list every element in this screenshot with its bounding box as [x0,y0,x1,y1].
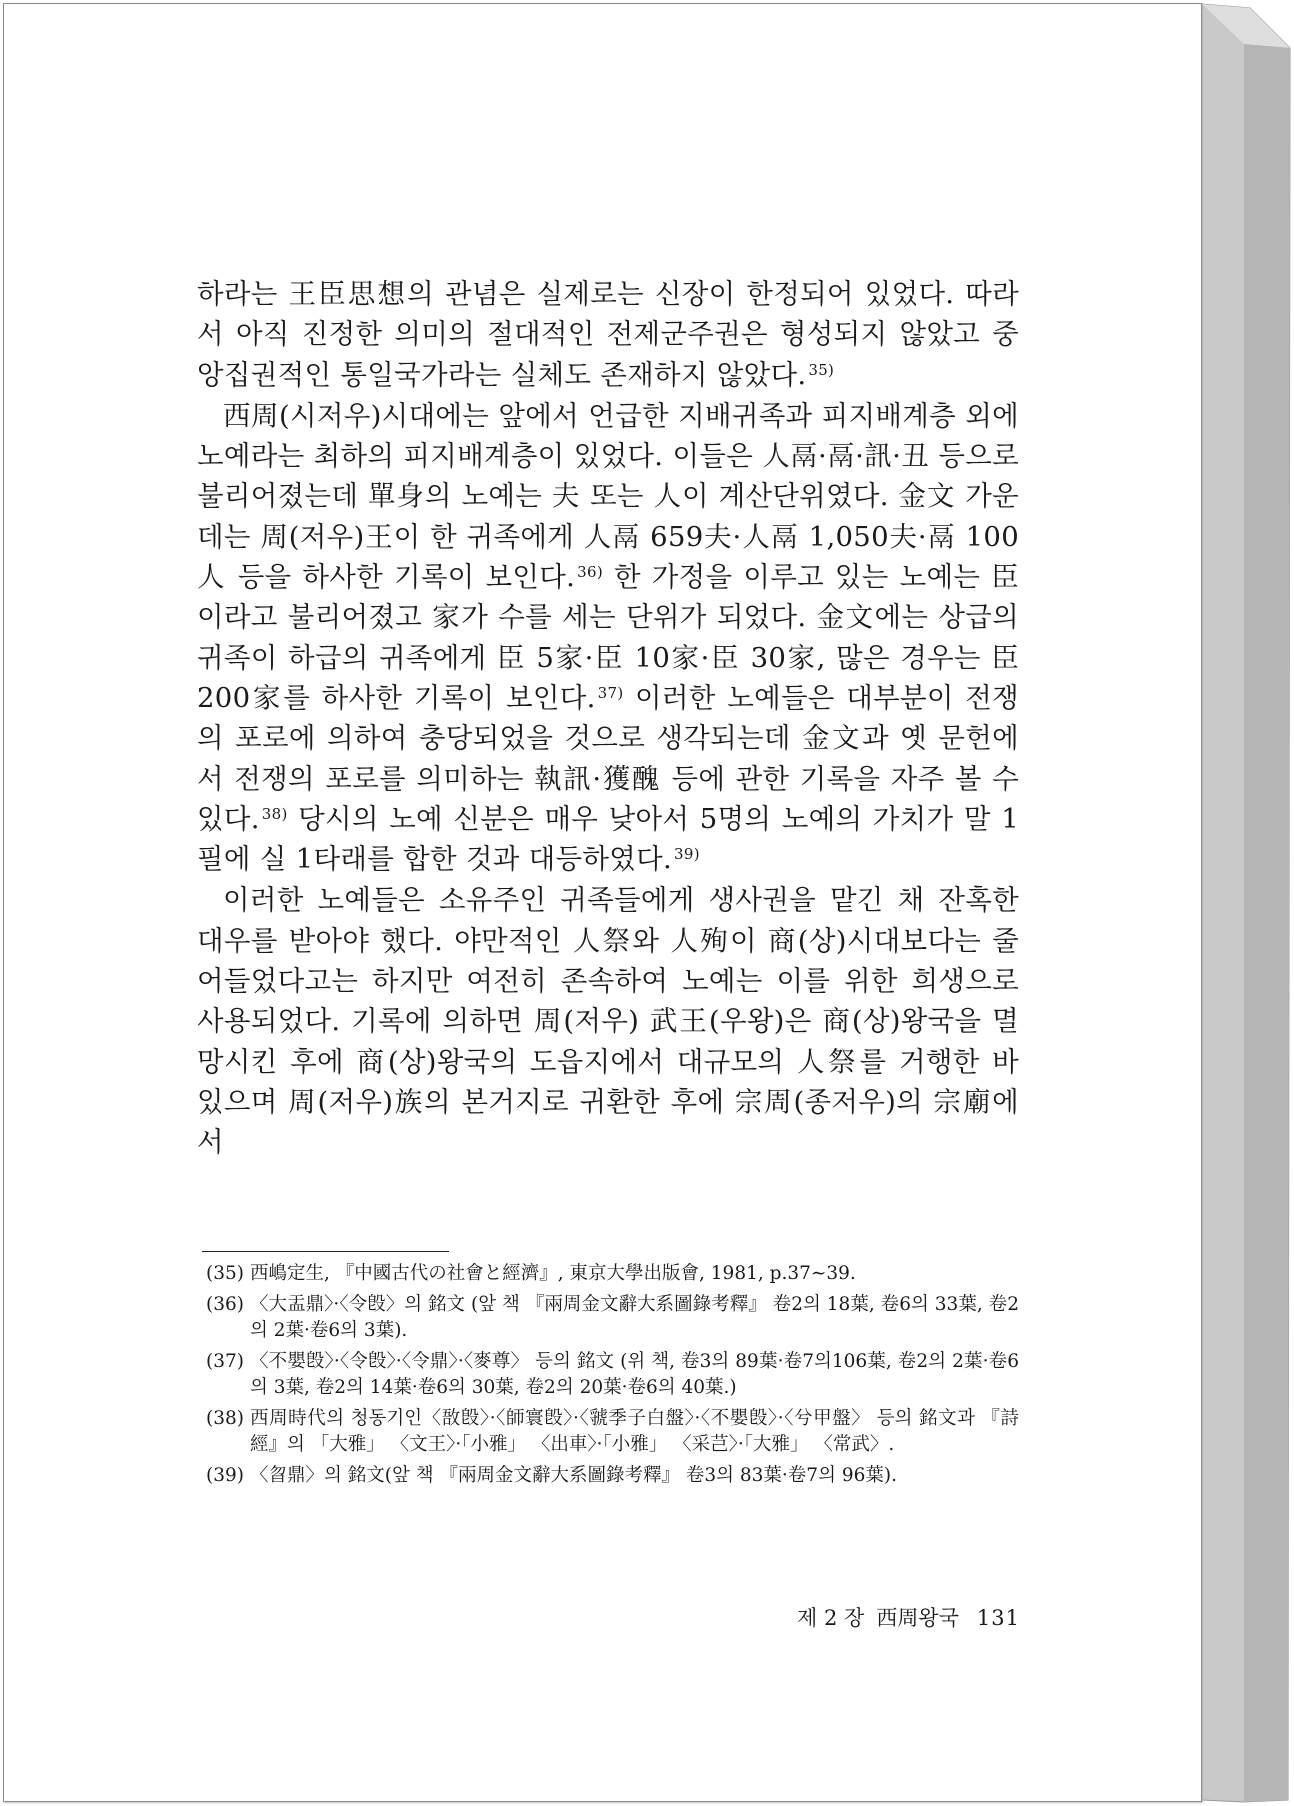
footnote-text: 西嶋定生, 『中國古代の社會と經濟』, 東京大學出版會, 1981, p.37∼39. [250,1263,856,1284]
footnote-39 [206,1463,1019,1490]
footnote-number: (39) [206,1464,244,1486]
footer-title: 西周왕국 [876,1606,959,1630]
footnote-number: (38) [206,1407,244,1429]
footnotes [206,1261,1019,1493]
footnote-divider [202,1251,449,1252]
footnote-35 [206,1261,1019,1288]
paragraph-2: 西周(시저우)시대에는 앞에서 언급한 지배귀족과 피지배계층 외에 노예라는 최하의 피지배계층이 있었다. 이들은 人鬲·鬲·訊·丑 등으로 불리어졌는데 單身의 노예는 夫 또는 人이 계산단위였다. 金文 가운데는 周(저우)王이 한 귀족에게 人鬲 659夫·人鬲 1,050夫·鬲 100人 등을 하사한 기록이 보인다. $^{36)}$ 한 가정을 이루고 있는 노예는 臣이라고 불리어졌고 家가 수를 세는 단위가 되었다. 金文에는 상급의 귀족이 하급의 귀족에게 臣 5家·臣 10家·臣 30家, 많은 경우는 臣 200家를 하사한 기록이 보인다. $^{37)}$ 이러한 노예들은 대부분이 전쟁의 포로에 의하여 충당되었을 것으로 생각되는데 金文과 옛 문헌에서 전쟁의 포로를 의미하는 執訊·獲醜 등에 관한 기록을 자주 볼 수 있다. $^{38)}$ 당시의 노예 신분은 매우 낮아서 5명의 노예의 가치가 말 1필에 실 1타래를 합한 것과 대등하였다. $^{39)}$ [197,399,1019,876]
footer-chapter: 제 2 장 [797,1606,865,1630]
book-page-edge [1200,0,1294,1806]
footnote-text: 〈曶鼎〉의 銘文(앞 책 『兩周金文辭大系圖錄考釋』 卷3의 83葉·卷7의 96葉). [250,1464,897,1486]
page-number: 131 [976,1606,1020,1630]
footnote-number: (37) [206,1350,244,1372]
footnote-38 [206,1406,1019,1459]
footnote-text: 〈大盂鼎〉·〈令𣪘〉의 銘文 (앞 책 『兩周金文辭大系圖錄考釋』 卷2의 18葉, 卷6의 33葉, 卷2의 2葉·卷6의 3葉). [250,1293,1019,1341]
footnote-text: 〈不嬰𣪘〉·〈令𣪘〉·〈令鼎〉·〈麥尊〉 등의 銘文 (위 책, 卷3의 89葉·卷7의106葉, 卷2의 2葉·卷6의 3葉, 卷2의 14葉·卷6의 30葉, 卷2의 20葉·卷6의 40葉.) [250,1350,1019,1398]
footnote-ref-37[interactable]: 37) [597,683,624,702]
footnote-36 [206,1292,1019,1345]
footnote-ref-36[interactable]: 36) [577,563,603,582]
footnote-number: (36) [206,1293,244,1315]
footnote-37 [206,1349,1019,1402]
footnote-ref-38[interactable]: 38) [261,804,288,823]
footnote-ref-39[interactable]: 39) [674,845,700,864]
footnote-ref-35[interactable]: 35) [808,360,835,379]
footnote-number: (35) [206,1263,244,1284]
paragraph-1: 하라는 王臣思想의 관념은 실제로는 신장이 한정되어 있었다. 따라서 아직 진정한 의미의 절대적인 전제군주권은 형성되지 않았고 중앙집권적인 통일국가라는 실체도 존재하지 않았다. $^{35)}$ [197,278,1019,391]
footnote-text: 西周時代의 청동기인〈敔𣪘〉·〈師寰𣪘〉·〈虢季子白盤〉·〈不嬰𣪘〉·〈兮甲盤〉 등의 銘文과 『詩經』의 「大雅」 〈文王〉·「小雅」 〈出車〉·「小雅」 〈采芑〉·「大雅」 〈常武〉. [250,1407,1019,1455]
running-footer [738,1604,1020,1632]
paragraph-3: 이러한 노예들은 소유주인 귀족들에게 생사권을 맡긴 채 잔혹한 대우를 받아야 했다. 야만적인 人祭와 人殉이 商(상)시대보다는 줄어들었다고는 하지만 여전히 존속하여 노예는 이를 위한 희생으로 사용되었다. 기록에 의하면 周(저우) 武王(우왕)은 商(상)왕국을 멸망시킨 후에 商(상)왕국의 도읍지에서 대규모의 人祭를 거행한 바 있으며 周(저우)族의 본거지로 귀환한 후에 宗周(종저우)의 宗廟에서 [197,884,1019,1159]
body-text [197,274,1019,1163]
